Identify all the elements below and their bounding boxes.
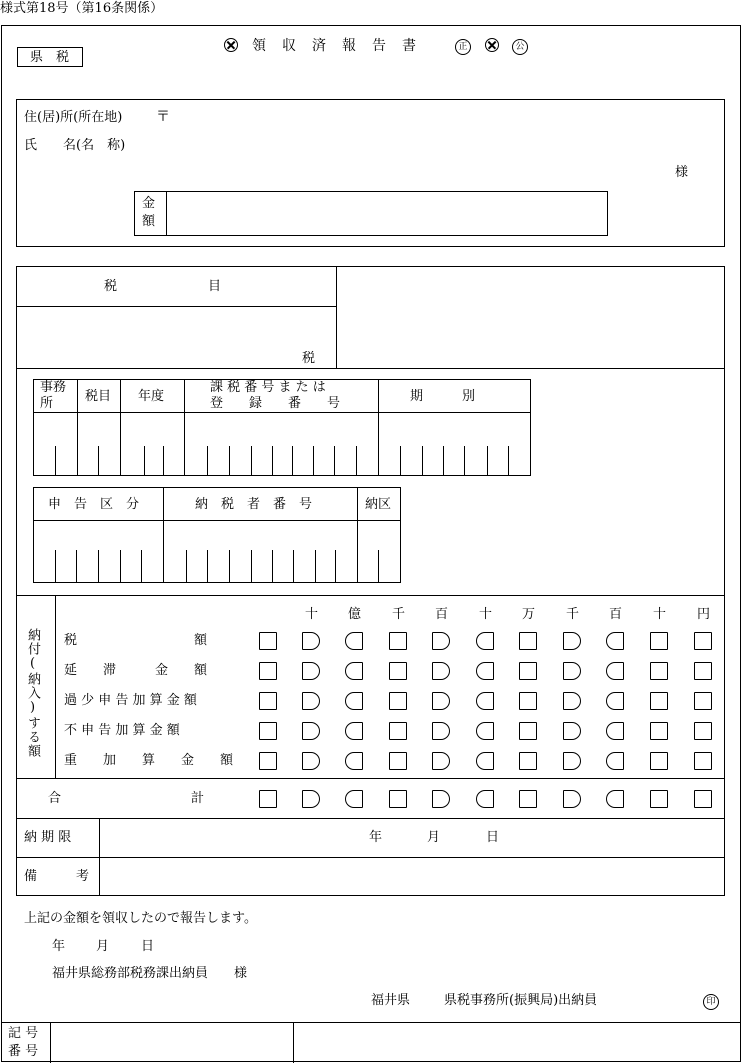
- digit-tick: [229, 550, 230, 583]
- amount-side-label: 納付(納入)する額: [25, 628, 40, 758]
- digit-cell[interactable]: [302, 790, 320, 808]
- office-label-2: 所: [40, 396, 54, 411]
- digit-cell[interactable]: [694, 632, 712, 650]
- digit-unit: 十: [653, 607, 667, 622]
- digit-tick: [400, 446, 401, 476]
- digit-tick: [315, 550, 316, 583]
- digit-cell[interactable]: [563, 790, 581, 808]
- amount-row-label: 不 申 告 加 算 金 額: [64, 723, 180, 738]
- cross-circle-icon: [485, 38, 499, 52]
- digit-unit: 百: [609, 607, 623, 622]
- digit-cell[interactable]: [476, 752, 494, 770]
- digit-cell[interactable]: [606, 692, 624, 710]
- digit-cell[interactable]: [345, 662, 363, 680]
- digit-tick: [55, 446, 56, 476]
- digit-tick: [251, 550, 252, 583]
- digit-cell[interactable]: [432, 632, 450, 650]
- digit-cell[interactable]: [302, 692, 320, 710]
- digit-cell[interactable]: [259, 662, 277, 680]
- record-label-1: 記 号: [8, 1026, 39, 1041]
- digit-tick: [207, 550, 208, 583]
- seal-icon: 印: [703, 994, 719, 1010]
- digit-tick: [186, 550, 187, 583]
- digit-unit: 千: [392, 607, 406, 622]
- digit-cell[interactable]: [345, 632, 363, 650]
- digit-cell[interactable]: [694, 662, 712, 680]
- digit-cell[interactable]: [389, 632, 407, 650]
- digit-cell[interactable]: [694, 692, 712, 710]
- digit-unit: 億: [348, 607, 362, 622]
- seal-correct-mark: 正: [455, 39, 471, 55]
- digit-cell[interactable]: [476, 722, 494, 740]
- digit-cell[interactable]: [389, 692, 407, 710]
- digit-cell[interactable]: [650, 790, 668, 808]
- digit-cell[interactable]: [519, 790, 537, 808]
- remarks-label: 備 考: [24, 869, 90, 884]
- form-title: 領 収 済 報 告 書: [252, 38, 417, 54]
- digit-cell[interactable]: [302, 752, 320, 770]
- due-date-label: 納 期 限: [24, 830, 72, 845]
- amount-row-label: 過 少 申 告 加 算 金 額: [64, 693, 197, 708]
- digit-cell[interactable]: [259, 790, 277, 808]
- digit-cell[interactable]: [302, 632, 320, 650]
- digit-cell[interactable]: [345, 692, 363, 710]
- recipient: 福井県総務部税務課出納員 様: [52, 966, 248, 981]
- digit-cell[interactable]: [606, 662, 624, 680]
- digit-tick: [422, 446, 423, 476]
- digit-tick: [292, 446, 293, 476]
- due-day: 日: [486, 830, 500, 845]
- digit-cell[interactable]: [650, 692, 668, 710]
- digit-cell[interactable]: [259, 632, 277, 650]
- seal-public: [512, 36, 528, 55]
- amount-label-1: 金: [142, 196, 156, 211]
- digit-cell[interactable]: [259, 752, 277, 770]
- digit-cell[interactable]: [519, 722, 537, 740]
- prefecture: 福井県: [371, 993, 411, 1008]
- footer-month: 月: [96, 939, 110, 954]
- form-label: 様式第18号（第16条関係）: [0, 1, 164, 16]
- address-label: 住(居)所(所在地): [24, 110, 123, 125]
- due-year: 年: [369, 830, 383, 845]
- digit-tick: [487, 446, 488, 476]
- digit-tick: [120, 550, 121, 583]
- digit-unit: 万: [522, 607, 536, 622]
- period-label: 期 別: [410, 389, 476, 404]
- digit-tick: [141, 550, 142, 583]
- digit-tick: [98, 446, 99, 476]
- digit-cell[interactable]: [389, 722, 407, 740]
- digit-unit: 円: [697, 607, 711, 622]
- name-label: 氏 名(名 称): [24, 138, 126, 153]
- cross-circle-icon: [224, 38, 238, 52]
- digit-tick: [272, 550, 273, 583]
- digit-tick: [251, 446, 252, 476]
- category-label: 申 告 区 分: [48, 497, 140, 512]
- digit-tick: [464, 446, 465, 476]
- digit-cell[interactable]: [563, 632, 581, 650]
- digit-cell[interactable]: [302, 662, 320, 680]
- tax-item-code-label: 税目: [85, 389, 112, 404]
- digit-tick: [443, 446, 444, 476]
- digit-tick: [272, 446, 273, 476]
- office-label-1: 事務: [40, 380, 67, 395]
- digit-tick: [76, 550, 77, 583]
- digit-cell[interactable]: [519, 752, 537, 770]
- digit-unit: 千: [566, 607, 580, 622]
- digit-cell[interactable]: [432, 692, 450, 710]
- digit-cell[interactable]: [389, 752, 407, 770]
- digit-cell[interactable]: [345, 722, 363, 740]
- number-label-1: 課 税 番 号 ま た は: [210, 380, 326, 395]
- digit-cell[interactable]: [650, 722, 668, 740]
- amount-row-label: 税 額: [64, 633, 208, 648]
- digit-cell[interactable]: [302, 722, 320, 740]
- digit-unit: 十: [305, 607, 319, 622]
- digit-cell[interactable]: [476, 790, 494, 808]
- digit-cell[interactable]: [389, 790, 407, 808]
- digit-tick: [207, 446, 208, 476]
- seal-mark: [703, 991, 719, 1010]
- digit-cell[interactable]: [563, 752, 581, 770]
- digit-cell[interactable]: [259, 722, 277, 740]
- amount-row-label: 延 滞 金 額: [64, 663, 208, 678]
- digit-cell[interactable]: [606, 790, 624, 808]
- amount-label-2: 額: [142, 214, 156, 229]
- digit-cell[interactable]: [432, 662, 450, 680]
- digit-cell[interactable]: [606, 632, 624, 650]
- seal-public-mark: 公: [512, 39, 528, 55]
- digit-cell[interactable]: [432, 790, 450, 808]
- digit-tick: [229, 446, 230, 476]
- digit-cell[interactable]: [345, 752, 363, 770]
- digit-unit: 十: [479, 607, 493, 622]
- footer-year: 年: [52, 939, 66, 954]
- statement: 上記の金額を領収したので報告します。: [24, 911, 257, 926]
- taxpayer-number-label: 納 税 者 番 号: [195, 497, 313, 512]
- amount-field[interactable]: [134, 191, 608, 236]
- digit-cell[interactable]: [650, 632, 668, 650]
- digit-tick: [334, 446, 335, 476]
- number-label-2: 登 録 番 号: [210, 396, 341, 411]
- digit-tick: [144, 446, 145, 476]
- digit-cell[interactable]: [519, 632, 537, 650]
- digit-cell[interactable]: [432, 722, 450, 740]
- digit-cell[interactable]: [432, 752, 450, 770]
- digit-tick: [335, 550, 336, 583]
- digit-tick: [55, 550, 56, 583]
- digit-cell[interactable]: [606, 722, 624, 740]
- digit-tick: [163, 446, 164, 476]
- digit-cell[interactable]: [519, 692, 537, 710]
- digit-cell[interactable]: [650, 752, 668, 770]
- digit-cell[interactable]: [694, 790, 712, 808]
- digit-tick: [378, 550, 379, 583]
- digit-tick: [313, 446, 314, 476]
- digit-cell[interactable]: [694, 752, 712, 770]
- digit-cell[interactable]: [606, 752, 624, 770]
- digit-cell[interactable]: [563, 662, 581, 680]
- payment-class-label: 納区: [365, 497, 392, 512]
- footer-day: 日: [141, 939, 155, 954]
- due-month: 月: [427, 830, 441, 845]
- digit-cell[interactable]: [389, 662, 407, 680]
- tax-type-label: 県 税: [30, 50, 70, 65]
- tax-type-box: [17, 47, 83, 67]
- digit-tick: [508, 446, 509, 476]
- record-label-2: 番 号: [8, 1044, 39, 1059]
- digit-cell[interactable]: [694, 722, 712, 740]
- tax-item-suffix: 税: [302, 351, 316, 366]
- office-signature: 県税事務所(振興局)出納員: [444, 993, 598, 1008]
- digit-tick: [293, 550, 294, 583]
- tax-item-header: 税 目: [104, 279, 222, 294]
- digit-cell[interactable]: [476, 632, 494, 650]
- digit-cell[interactable]: [563, 692, 581, 710]
- honorific: 様: [675, 165, 689, 180]
- year-label: 年度: [138, 389, 165, 404]
- total-label: 合 計: [48, 791, 205, 806]
- digit-unit: 百: [435, 607, 449, 622]
- digit-cell[interactable]: [476, 692, 494, 710]
- digit-cell[interactable]: [563, 722, 581, 740]
- digit-tick: [98, 550, 99, 583]
- digit-cell[interactable]: [650, 662, 668, 680]
- postal-mark: 〒: [156, 109, 170, 125]
- amount-row-label: 重 加 算 金 額: [64, 753, 234, 768]
- digit-cell[interactable]: [476, 662, 494, 680]
- seal-correct: [455, 36, 471, 55]
- digit-cell[interactable]: [519, 662, 537, 680]
- digit-cell[interactable]: [345, 790, 363, 808]
- digit-tick: [356, 446, 357, 476]
- digit-cell[interactable]: [259, 692, 277, 710]
